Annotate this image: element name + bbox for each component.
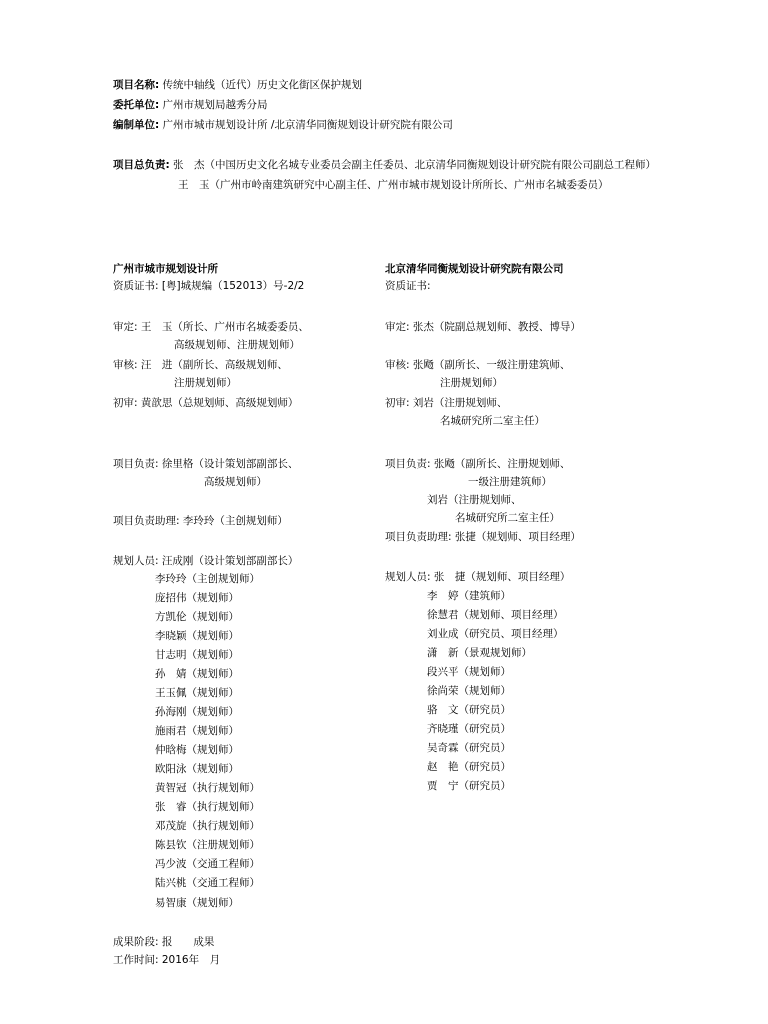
- footer-stage: 成果阶段: 报 成果: [113, 936, 215, 948]
- left-planner: 庞招伟（规划师）: [155, 592, 239, 604]
- left-review-2: 注册规划师）: [174, 377, 237, 389]
- left-planner: 李晓颖（规划师）: [155, 630, 239, 642]
- right-pm-3: 刘岩（注册规划师、: [427, 494, 522, 506]
- left-planner: 李玲玲（主创规划师）: [155, 573, 260, 585]
- client-value: 广州市规划局越秀分局: [162, 99, 268, 111]
- right-planner: 徐慧君（规划师、项目经理）: [427, 609, 564, 621]
- lead-1: 张 杰（中国历史文化名城专业委员会副主任委员、北京清华同衡规划设计研究院有限公司副总工程师）: [173, 159, 657, 171]
- right-pm-1: 项目负责: 张飏（副所长、注册规划师、: [385, 458, 571, 470]
- left-planner: 陈县钦（注册规划师）: [155, 839, 260, 851]
- right-planner: 潇 新（景观规划师）: [427, 647, 532, 659]
- left-planner: 方凯伦（规划师）: [155, 611, 239, 623]
- lead-2: 王 玉（广州市岭南建筑研究中心副主任、广州市城市规划设计所所长、广州市名城委委员）: [178, 179, 609, 191]
- left-planner: 孙 婧（规划师）: [155, 668, 239, 680]
- right-review-1: 审核: 张飏（副所长、一级注册建筑师、: [385, 359, 571, 371]
- right-pm-4: 名城研究所二室主任）: [455, 512, 560, 524]
- left-pm-2: 高级规划师）: [204, 476, 267, 488]
- lead-label: 项目总负责:: [113, 159, 170, 171]
- left-review-1: 审核: 汪 进（副所长、高级规划师、: [113, 359, 288, 371]
- right-planner: 刘业成（研究员、项目经理）: [427, 628, 564, 640]
- right-planner: 吴奇霖（研究员）: [427, 742, 511, 754]
- right-pm-2: 一级注册建筑师）: [468, 476, 552, 488]
- right-planner: 贾 宁（研究员）: [427, 780, 511, 792]
- left-planner: 冯少波（交通工程师）: [155, 858, 260, 870]
- left-cert: 资质证书: [粤]城规编（152013）号-2/2: [113, 280, 305, 292]
- right-planners-label: 规划人员: 张 捷（规划师、项目经理）: [385, 571, 571, 583]
- left-planner: 孙海刚（规划师）: [155, 706, 239, 718]
- right-planner: 赵 艳（研究员）: [427, 761, 511, 773]
- right-org: 北京清华同衡规划设计研究院有限公司: [385, 263, 564, 275]
- lead-row-1: [113, 158, 656, 172]
- right-cert: 资质证书:: [385, 280, 431, 292]
- project-name-row: [113, 78, 362, 92]
- right-first-review-2: 名城研究所二室主任）: [440, 415, 545, 427]
- left-planner: 易智康（规划师）: [155, 897, 239, 909]
- right-planner: 李 婷（建筑师）: [427, 590, 511, 602]
- right-first-review-1: 初审: 刘岩（注册规划师、: [385, 397, 508, 409]
- right-review-2: 注册规划师）: [440, 377, 503, 389]
- left-pm-assist: 项目负责助理: 李玲玲（主创规划师）: [113, 515, 288, 527]
- footer-time: 工作时间: 2016年 月: [113, 954, 221, 966]
- right-planner: 骆 文（研究员）: [427, 704, 511, 716]
- left-approve-1: 审定: 王 玉（所长、广州市名城委委员、: [113, 321, 309, 333]
- client-label: 委托单位:: [113, 99, 160, 111]
- left-planner: 欧阳泳（规划师）: [155, 763, 239, 775]
- compiler-row: [113, 118, 453, 132]
- client-row: [113, 98, 268, 112]
- compiler-value: 广州市城市规划设计所 /北京清华同衡规划设计研究院有限公司: [162, 119, 453, 131]
- project-name-label: 项目名称:: [113, 79, 160, 91]
- left-pm-1: 项目负责: 徐里格（设计策划部副部长、: [113, 458, 299, 470]
- left-org: 广州市城市规划设计所: [113, 263, 218, 275]
- left-planner: 王玉佩（规划师）: [155, 687, 239, 699]
- right-approve: 审定: 张杰（院副总规划师、教授、博导）: [385, 321, 581, 333]
- left-planner: 陆兴桃（交通工程师）: [155, 877, 260, 889]
- left-planner: 邓茂旋（执行规划师）: [155, 820, 260, 832]
- left-planner: 甘志明（规划师）: [155, 649, 239, 661]
- right-planner: 徐尚荣（规划师）: [427, 685, 511, 697]
- left-planners-label: 规划人员: 汪成刚（设计策划部副部长）: [113, 555, 299, 567]
- compiler-label: 编制单位:: [113, 119, 160, 131]
- project-name: 传统中轴线（近代）历史文化街区保护规划: [162, 79, 363, 91]
- right-pm-assist: 项目负责助理: 张捷（规划师、项目经理）: [385, 531, 581, 543]
- left-approve-2: 高级规划师、注册规划师）: [174, 339, 300, 351]
- left-first-review: 初审: 黄歆思（总规划师、高级规划师）: [113, 397, 299, 409]
- right-planner: 齐晓瑾（研究员）: [427, 723, 511, 735]
- left-planner: 仲晗梅（规划师）: [155, 744, 239, 756]
- left-planner: 黄智冠（执行规划师）: [155, 782, 260, 794]
- left-planner: 张 睿（执行规划师）: [155, 801, 260, 813]
- left-planner: 施雨君（规划师）: [155, 725, 239, 737]
- right-planner: 段兴平（规划师）: [427, 666, 511, 678]
